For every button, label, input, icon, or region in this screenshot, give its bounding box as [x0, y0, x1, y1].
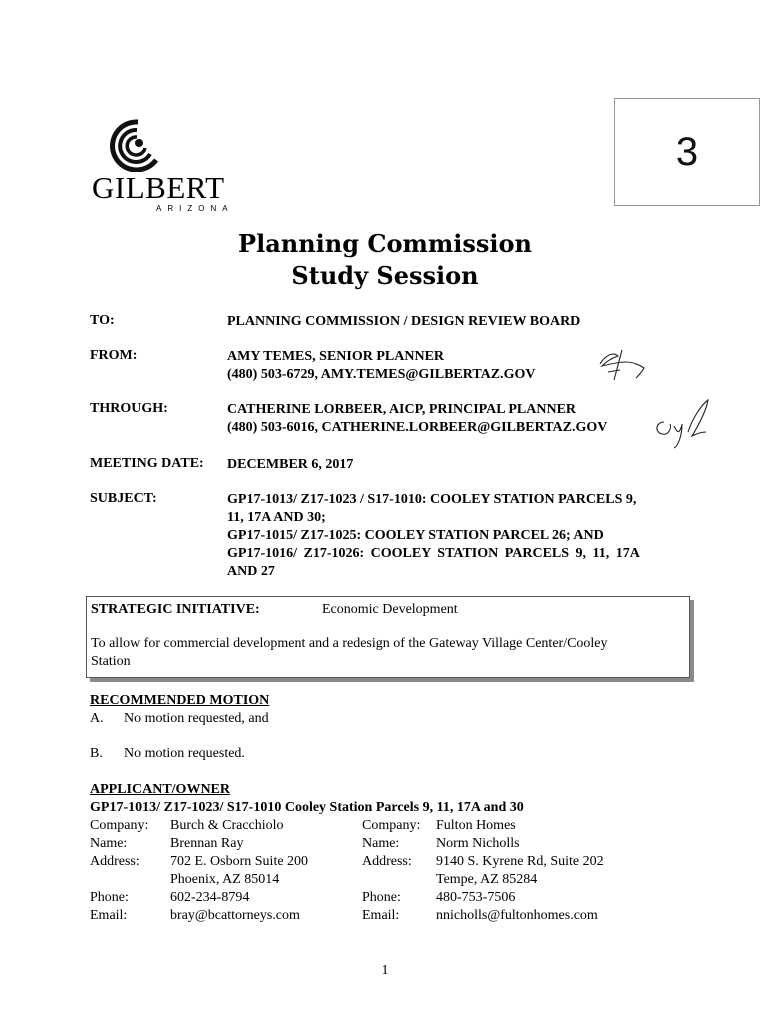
subject-line: AND 27 — [227, 564, 275, 579]
right-company-label: Company: — [362, 818, 421, 833]
right-company: Fulton Homes — [436, 818, 516, 833]
through-name: CATHERINE LORBEER, AICP, PRINCIPAL PLANNER — [227, 402, 577, 417]
page-title-line2: Study Session — [291, 261, 479, 290]
motion-a-text: No motion requested, and — [124, 711, 269, 726]
motion-a-letter: A. — [90, 711, 104, 726]
right-phone-label: Phone: — [362, 890, 401, 905]
applicant-heading: APPLICANT/OWNER — [90, 782, 231, 797]
left-address2: Phoenix, AZ 85014 — [170, 872, 280, 887]
right-address2: Tempe, AZ 85284 — [436, 872, 538, 887]
page-title-line1: Planning Commission — [238, 229, 532, 258]
from-contact: (480) 503-6729, AMY.TEMES@GILBERTAZ.GOV — [227, 367, 536, 382]
footer-page-number: 1 — [381, 963, 389, 978]
signature-icon — [592, 344, 654, 384]
through-contact: (480) 503-6016, CATHERINE.LORBEER@GILBERTAZ.GOV — [227, 420, 608, 435]
right-email: nnicholls@fultonhomes.com — [436, 908, 598, 923]
right-phone: 480-753-7506 — [436, 890, 516, 905]
subject-line: GP17-1015/ Z17-1025: COOLEY STATION PARCEL 26; AND — [227, 528, 604, 543]
left-company-label: Company: — [90, 818, 149, 833]
applicant-case-line: GP17-1013/ Z17-1023/ S17-1010 Cooley Station Parcels 9, 11, 17A and 30 — [90, 800, 524, 815]
subject-label: SUBJECT: — [90, 491, 157, 506]
motion-b-text: No motion requested. — [124, 746, 245, 761]
right-address1: 9140 S. Kyrene Rd, Suite 202 — [436, 854, 604, 869]
left-company: Burch & Cracchiolo — [170, 818, 284, 833]
strategic-description-line2: Station — [91, 654, 131, 669]
initials-signature-icon — [648, 396, 728, 450]
right-name-label: Name: — [362, 836, 400, 851]
right-name: Norm Nicholls — [436, 836, 520, 851]
recommended-motion-heading: RECOMMENDED MOTION — [90, 693, 270, 708]
motion-b-letter: B. — [90, 746, 103, 761]
strategic-initiative-value: Economic Development — [322, 602, 458, 617]
to-value: PLANNING COMMISSION / DESIGN REVIEW BOARD — [227, 314, 581, 329]
left-phone: 602-234-8794 — [170, 890, 250, 905]
strategic-initiative-box — [86, 596, 690, 678]
left-email: bray@bcattorneys.com — [170, 908, 300, 923]
subject-line: 11, 17A AND 30; — [227, 510, 326, 525]
page-number-box: 3 — [614, 98, 760, 206]
left-email-label: Email: — [90, 908, 128, 923]
right-address-label: Address: — [362, 854, 412, 869]
logo-wordmark: GILBERT — [92, 170, 225, 205]
meeting-date-value: DECEMBER 6, 2017 — [227, 457, 354, 472]
to-label: TO: — [90, 313, 115, 328]
right-email-label: Email: — [362, 908, 400, 923]
left-address-label: Address: — [90, 854, 140, 869]
strategic-initiative-label: STRATEGIC INITIATIVE: — [91, 602, 260, 617]
through-label: THROUGH: — [90, 401, 168, 416]
left-name-label: Name: — [90, 836, 128, 851]
left-address1: 702 E. Osborn Suite 200 — [170, 854, 309, 869]
left-name: Brennan Ray — [170, 836, 244, 851]
strategic-description-line1: To allow for commercial development and a redesign of the Gateway Village Center/Cooley — [91, 636, 608, 651]
from-name: AMY TEMES, SENIOR PLANNER — [227, 349, 445, 364]
logo-state: ARIZONA — [156, 204, 234, 213]
from-label: FROM: — [90, 348, 138, 363]
subject-line: GP17-1016/ Z17-1026: COOLEY STATION PARCELS 9, 11, 17A — [227, 546, 640, 561]
gilbert-logo-icon — [104, 116, 164, 172]
left-phone-label: Phone: — [90, 890, 129, 905]
meeting-date-label: MEETING DATE: — [90, 456, 204, 471]
subject-line: GP17-1013/ Z17-1023 / S17-1010: COOLEY STATION PARCELS 9, — [227, 492, 637, 507]
